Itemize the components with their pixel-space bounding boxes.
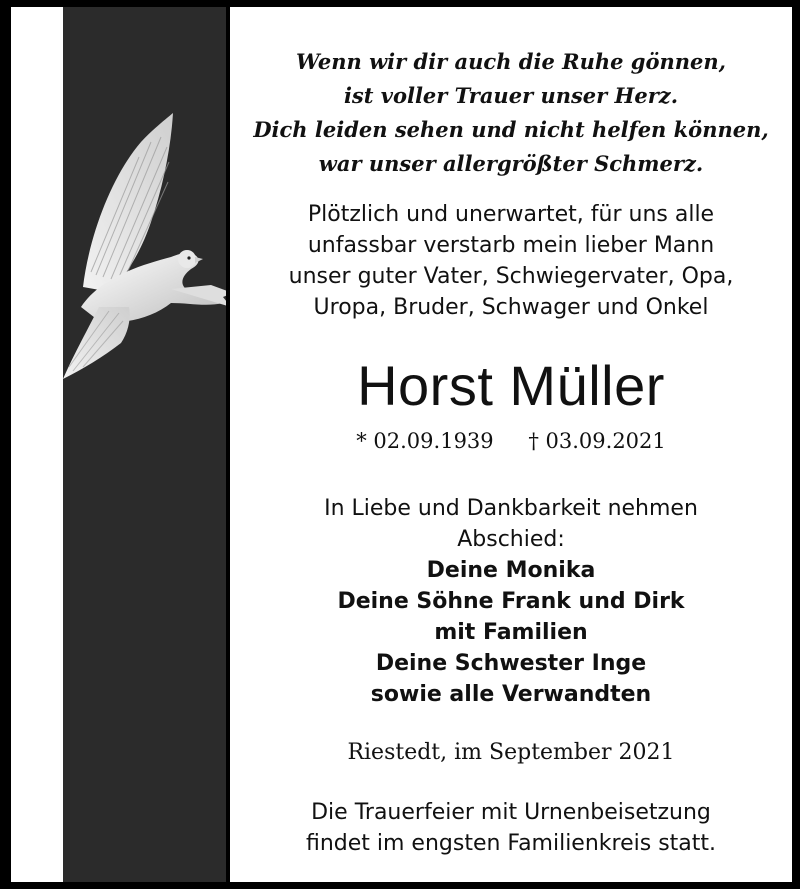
- place-date: Riestedt, im September 2021: [347, 740, 675, 765]
- dove-icon: [11, 7, 226, 882]
- notice-content: [230, 7, 792, 882]
- intro-text: [230, 199, 792, 323]
- farewell-line: Abschied:: [457, 527, 565, 552]
- decoration-panel: [11, 7, 226, 882]
- birth-date: * 02.09.1939: [356, 429, 494, 453]
- intro-line: unfassbar verstarb mein lieber Mann: [307, 233, 715, 258]
- poem: [230, 45, 792, 181]
- intro-line: Uropa, Bruder, Schwager und Onkel: [313, 295, 709, 320]
- funeral-info: [230, 797, 792, 859]
- intro-line: unser guter Vater, Schwiegervater, Opa,: [288, 264, 734, 289]
- life-dates: [230, 426, 792, 456]
- poem-line: Dich leiden sehen und nicht helfen können,: [253, 117, 769, 142]
- farewell-line: In Liebe und Dankbarkeit nehmen: [324, 496, 698, 521]
- death-date: † 03.09.2021: [528, 429, 666, 453]
- poem-line: ist voller Trauer unser Herz.: [343, 83, 679, 108]
- deceased-name: Horst Müller: [357, 354, 665, 417]
- mourner: Deine Monika: [426, 558, 596, 583]
- mourner: mit Familien: [434, 620, 588, 645]
- poem-line: Wenn wir dir auch die Ruhe gönnen,: [296, 49, 726, 74]
- mourner: Deine Söhne Frank und Dirk: [337, 589, 685, 614]
- funeral-line: findet im engsten Familienkreis statt.: [305, 831, 717, 856]
- farewell-text: [230, 493, 792, 555]
- funeral-line: Die Trauerfeier mit Urnenbeisetzung: [311, 800, 711, 825]
- poem-line: war unser allergrößter Schmerz.: [318, 151, 704, 176]
- mourners-list: [230, 555, 792, 710]
- intro-line: Plötzlich und unerwartet, für uns alle: [307, 202, 715, 227]
- mourner: sowie alle Verwandten: [370, 682, 652, 707]
- mourner: Deine Schwester Inge: [375, 651, 647, 676]
